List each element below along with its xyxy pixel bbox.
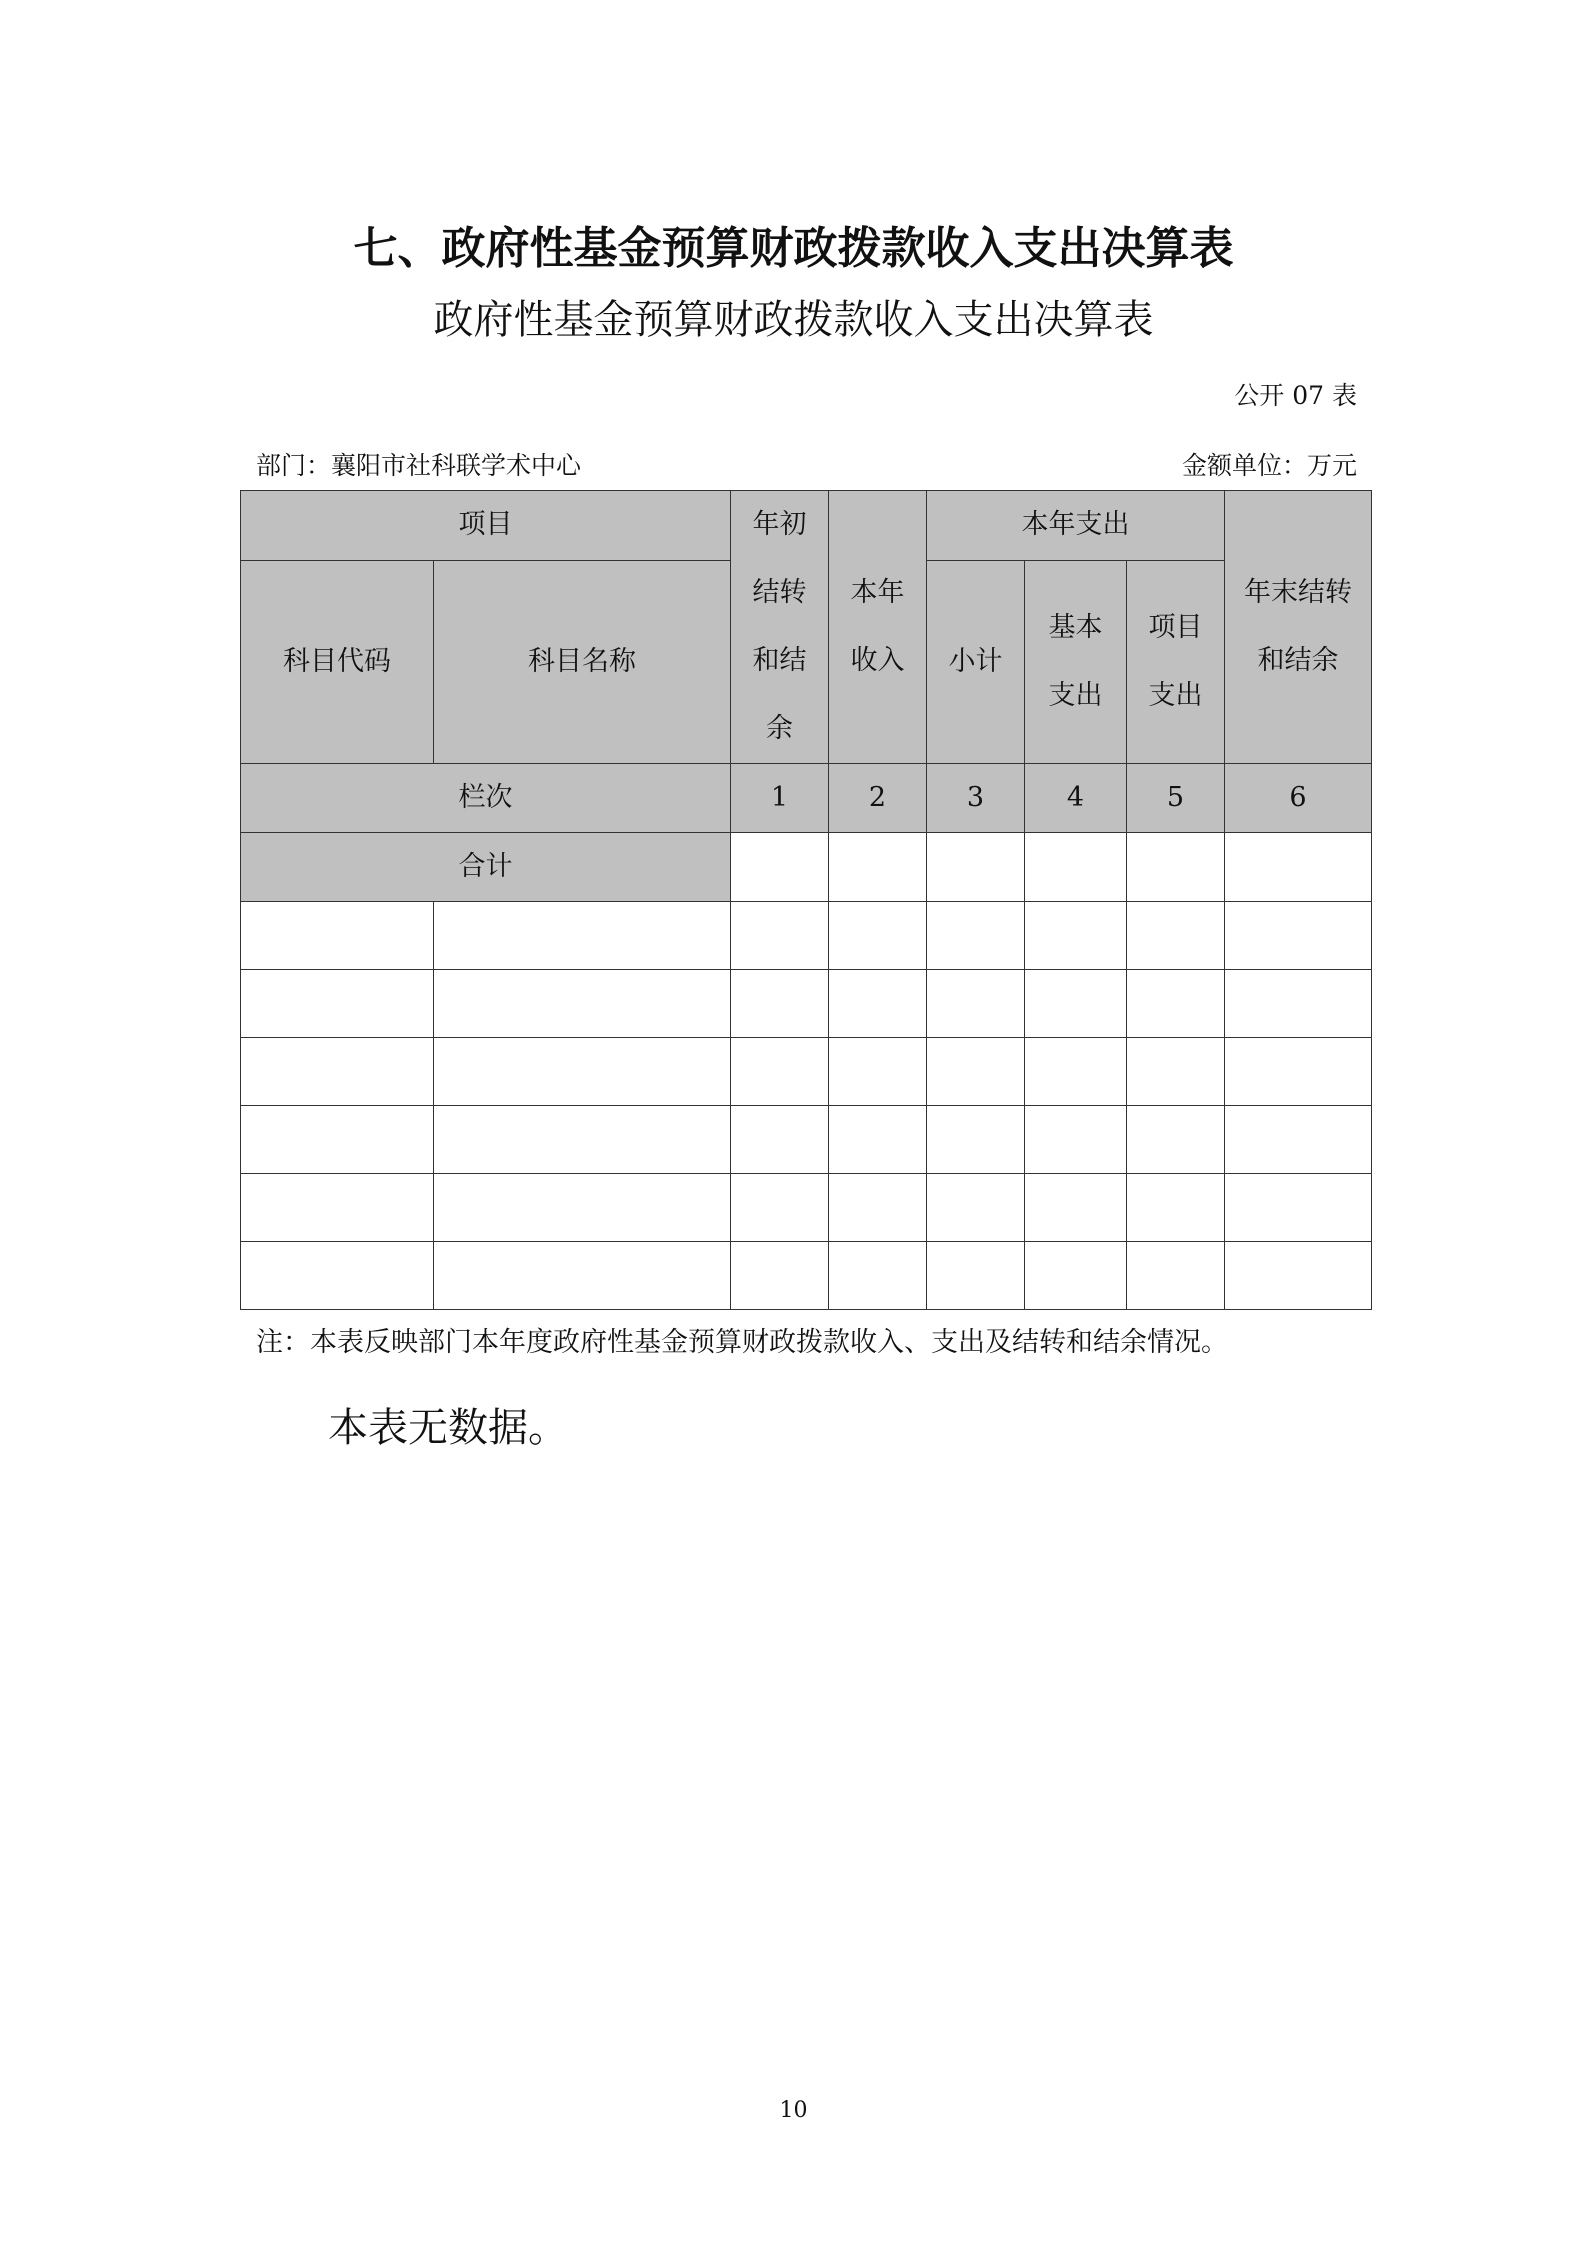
- column-number: 3: [927, 764, 1025, 833]
- table-cell: [731, 1038, 829, 1106]
- table-cell: [1025, 1174, 1127, 1242]
- table-cell: [434, 1106, 731, 1174]
- header-basic-line: 基本: [1048, 611, 1103, 643]
- table-cell: [1225, 1106, 1372, 1174]
- header-item: 项目: [241, 491, 731, 561]
- table-title: 政府性基金预算财政拨款收入支出决算表: [433, 297, 1154, 343]
- table-cell: [241, 1106, 434, 1174]
- column-number: 1: [731, 764, 829, 833]
- header-begin-balance-line: 余: [766, 713, 793, 744]
- table-row: [241, 1038, 1372, 1106]
- table-cell: [927, 1242, 1025, 1310]
- table-cell: [241, 1038, 434, 1106]
- header-end-balance: [1225, 491, 1372, 764]
- table-cell: [1127, 902, 1225, 970]
- table-cell: [1225, 1038, 1372, 1106]
- table-row: [241, 970, 1372, 1038]
- table-cell: [731, 970, 829, 1038]
- table-cell: [829, 1174, 927, 1242]
- table-cell: [1025, 1106, 1127, 1174]
- table-cell: [731, 1174, 829, 1242]
- table-cell: [434, 902, 731, 970]
- total-row: [241, 833, 1372, 902]
- department-label: 部门：襄阳市社科联学术中心: [256, 451, 582, 480]
- table-cell: [829, 1242, 927, 1310]
- table-cell: [241, 1242, 434, 1310]
- column-number: 5: [1127, 764, 1225, 833]
- header-project-line: 支出: [1148, 679, 1203, 711]
- table-cell: [1025, 902, 1127, 970]
- table-note: 注：本表反映部门本年度政府性基金预算财政拨款收入、支出及结转和结余情况。: [256, 1327, 1228, 1358]
- table-cell: [731, 902, 829, 970]
- header-code: 科目代码: [241, 560, 434, 764]
- table-cell: [927, 1174, 1025, 1242]
- header-begin-balance-line: 年初: [752, 509, 807, 540]
- table-cell: [434, 1242, 731, 1310]
- table-cell: [927, 970, 1025, 1038]
- table-cell: [1127, 833, 1225, 902]
- table-cell: [1225, 1174, 1372, 1242]
- table-cell: [829, 833, 927, 902]
- table-cell: [927, 833, 1025, 902]
- header-basic-line: 支出: [1048, 679, 1103, 711]
- table-cell: [1127, 1174, 1225, 1242]
- column-row-label: 栏次: [241, 764, 731, 833]
- table-cell: [829, 970, 927, 1038]
- table-cell: [927, 902, 1025, 970]
- table-row: [241, 1242, 1372, 1310]
- header-begin-balance: [731, 491, 829, 764]
- table-cell: [829, 902, 927, 970]
- table-cell: [1025, 1242, 1127, 1310]
- table-cell: [829, 1106, 927, 1174]
- header-project: [1127, 560, 1225, 764]
- table-cell: [434, 970, 731, 1038]
- table-cell: [241, 1174, 434, 1242]
- section-title: 七、政府性基金预算财政拨款收入支出决算表: [353, 223, 1234, 274]
- table-cell: [241, 970, 434, 1038]
- column-number: 4: [1025, 764, 1127, 833]
- total-label: 合计: [241, 833, 731, 902]
- table-cell: [829, 1038, 927, 1106]
- table-row: [241, 902, 1372, 970]
- table-cell: [1127, 1106, 1225, 1174]
- header-begin-balance-line: 结转: [752, 577, 807, 608]
- table-cell: [927, 1106, 1025, 1174]
- table-cell: [241, 902, 434, 970]
- header-end-balance-line: 年末结转: [1244, 577, 1352, 608]
- table-cell: [1025, 970, 1127, 1038]
- table-cell: [731, 1106, 829, 1174]
- table-cell: [1127, 1038, 1225, 1106]
- table-cell: [731, 833, 829, 902]
- no-data-message: 本表无数据。: [328, 1405, 568, 1451]
- table-cell: [927, 1038, 1025, 1106]
- table-cell: [1025, 1038, 1127, 1106]
- header-subtotal: 小计: [927, 560, 1025, 764]
- header-project-line: 项目: [1148, 611, 1203, 643]
- table-cell: [1127, 970, 1225, 1038]
- table-cell: [1225, 833, 1372, 902]
- header-name: 科目名称: [434, 560, 731, 764]
- column-number: 6: [1225, 764, 1372, 833]
- form-number: 公开 07 表: [1234, 381, 1357, 410]
- header-basic: [1025, 560, 1127, 764]
- table-cell: [1127, 1242, 1225, 1310]
- table-cell: [731, 1242, 829, 1310]
- page-number: 10: [779, 2098, 808, 2123]
- table-row: [241, 1106, 1372, 1174]
- budget-table: [240, 490, 1372, 1310]
- table-cell: [434, 1038, 731, 1106]
- table-cell: [434, 1174, 731, 1242]
- table-cell: [1225, 1242, 1372, 1310]
- header-begin-balance-line: 和结: [752, 645, 807, 676]
- column-number: 2: [829, 764, 927, 833]
- header-expend-group: 本年支出: [927, 491, 1225, 561]
- header-income: [829, 491, 927, 764]
- table-row: [241, 1174, 1372, 1242]
- header-income-line: 本年: [850, 577, 905, 608]
- header-end-balance-line: 和结余: [1257, 645, 1339, 676]
- table-cell: [1225, 970, 1372, 1038]
- unit-label: 金额单位：万元: [1181, 451, 1357, 480]
- table-cell: [1025, 833, 1127, 902]
- header-income-line: 收入: [850, 645, 905, 676]
- table-cell: [1225, 902, 1372, 970]
